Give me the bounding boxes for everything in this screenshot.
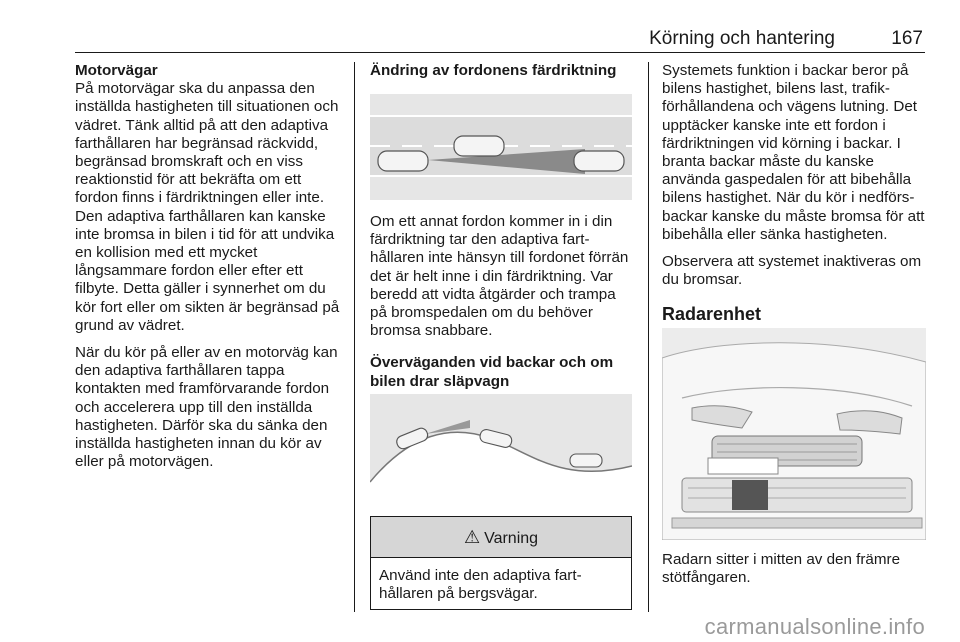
section-title: Körning och hantering: [649, 28, 835, 49]
heading-radarenhet: Radarenhet: [662, 304, 762, 325]
heading-andring-fardriktning: Ändring av fordonens färdriktning: [370, 62, 617, 79]
warning-title: Varning: [484, 530, 539, 547]
page-header: [75, 26, 925, 53]
warning-header: [371, 517, 631, 558]
lane-change-illustration: [370, 94, 632, 200]
heading-backar: Överväganden vid backar och om bilen drar släpvagn: [370, 354, 614, 390]
paragraph-fardriktning: Om ett annat fordon kommer in i din färdriktning tar den adaptiva farthållaren inte hänsyn till fordonet förrän det är helt inne i din färdriktning. Var beredd att vidta åtgärder och trampa på bromspedalen om du behöver bromsa snabbare.: [370, 213, 629, 340]
warning-box: [370, 516, 632, 610]
heading-motorvagar: Motorvägar: [75, 62, 158, 79]
radar-unit-car-front-illustration: [662, 328, 926, 540]
hill-illustration: [370, 394, 632, 502]
column-divider: [354, 62, 355, 612]
column-1: [75, 62, 343, 480]
watermark: carmanualsonline.info: [704, 614, 925, 639]
radar-sensor-icon: [732, 480, 768, 510]
column-2: [370, 62, 632, 89]
warning-triangle-icon: ⚠: [463, 527, 481, 547]
column-2-text: [370, 213, 632, 400]
column-divider: [648, 62, 649, 612]
column-3-caption: [662, 551, 926, 596]
paragraph-motorvag-exit: När du kör på eller av en motorväg kan den adaptiva farthållaren tappa kontakten med framförvarande fordon och accelerera upp till den inställda hastigheten. Därför ska du sänka den inställda hastigheten innan du kör av eller på motorvägen.: [75, 344, 338, 471]
paragraph-inaktiveras: Observera att systemet inaktiveras om du bromsar.: [662, 253, 922, 289]
warning-text: Använd inte den adaptiva farthållaren på bergsvägar.: [379, 567, 582, 603]
column-3: [662, 62, 926, 336]
paragraph-radar-position: Radarn sitter i mitten av den främre stötfångaren.: [662, 551, 901, 587]
paragraph-motorvagar: På motorvägar ska du anpassa den inställda hastigheten till situationen och vädret. Tänk alltid på att den adaptiva farthållaren har begränsad räckvidd, begränsad bromskraft och en viss reaktionstid för att bekräfta om ett fordon finns i färdriktningen eller inte. Den adaptiva farthållaren kan kanske inte bromsa in bilen i tid för att undvika en kollision med ett mycket långsammare fordon eller efter ett filbyte. Detta gäller i synnerhet om du kör fort eller om sikten är begränsad på grund av vädret.: [75, 80, 340, 334]
paragraph-backar-funktion: Systemets funktion i backar beror på bilens hastighet, bilens last, trafikförhållandena och vägens lutning. Det upptäcker kanske inte ett fordon i färdriktningen vid körning i backar. I branta backar måste du kanske använda gaspedalen för att bibehålla bilens hastighet. När du kör i nedförsbackar kanske du måste bromsa för att bibehålla eller sänka hastigheten.: [662, 62, 925, 243]
page-number: 167: [891, 28, 923, 49]
